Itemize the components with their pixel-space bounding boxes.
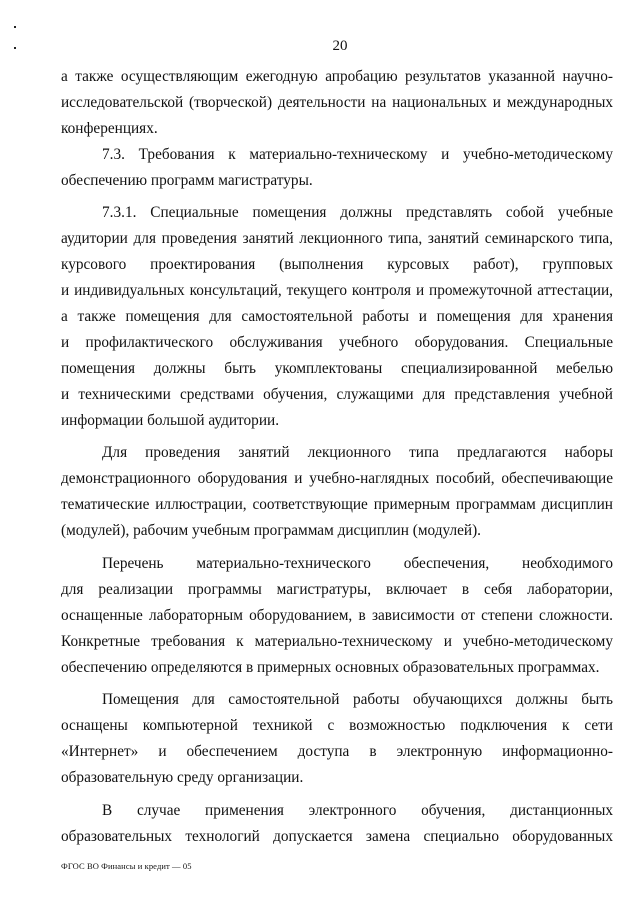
text-line: 7.3.1. Специальные помещения должны представлять собой учебные [102, 204, 613, 222]
paragraph-7-3-1 [61, 200, 613, 433]
text-line: обеспечению определяются в примерных основных образовательных программах. [61, 658, 600, 676]
text-line: и профилактического обслуживания учебного оборудования. Специальные [61, 333, 613, 351]
text-line: и техническими средствами обучения, служащими для представления учебной [61, 385, 613, 403]
text-line: информации большой аудитории. [61, 411, 280, 429]
text-line: конференциях. [61, 119, 158, 137]
paragraph-rooms [61, 687, 613, 791]
paragraph-lecture [61, 440, 613, 544]
scan-mark [14, 26, 16, 28]
text-line: Конкретные требования к материально-техническому и учебно-методическому [61, 632, 613, 650]
text-line: тематические иллюстрации, соответствующие примерным программам дисциплин [61, 496, 613, 514]
text-line: (модулей), рабочим учебным программам дисциплин (модулей). [61, 522, 481, 540]
paragraph-gap [61, 544, 613, 551]
text-line: Помещения для самостоятельной работы обучающихся должны быть [102, 691, 613, 709]
paragraph-elearning [61, 798, 613, 850]
paragraph-gap [61, 791, 613, 798]
paragraph-gap [61, 433, 613, 440]
paragraph-cont [61, 64, 613, 142]
text-line: и индивидуальных консультаций, текущего контроля и промежуточной аттестации, [61, 282, 613, 300]
page-number: 20 [332, 38, 348, 54]
page-footer: ФГОС ВО Финансы и кредит — 05 [61, 861, 192, 871]
text-line: для реализации программы магистратуры, включает в себя лаборатории, [61, 580, 613, 598]
text-line: курсового проектирования (выполнения курсовых работ), групповых [61, 256, 613, 274]
text-line: а также помещения для самостоятельной работы и помещения для хранения [61, 308, 613, 326]
text-line: исследовательской (творческой) деятельности на национальных и международных [61, 93, 613, 111]
text-line: образовательную среду организации. [61, 769, 304, 787]
paragraph-gap [61, 193, 613, 200]
text-line: Перечень материально-технического обеспечения, необходимого [102, 555, 613, 573]
text-line: образовательных технологий допускается замена специально оборудованных [61, 827, 613, 845]
text-line: демонстрационного оборудования и учебно-наглядных пособий, обеспечивающие [61, 470, 613, 488]
text-line: «Интернет» и обеспечением доступа в электронную информационно- [61, 743, 613, 761]
text-line: В случае применения электронного обучения, дистанционных [102, 802, 613, 820]
text-line: аудитории для проведения занятий лекционного типа, занятий семинарского типа, [61, 230, 613, 248]
text-line: обеспечению программ магистратуры. [61, 171, 313, 189]
paragraph-7-3 [61, 142, 613, 194]
paragraph-gap [61, 680, 613, 687]
text-line: 7.3. Требования к материально-техническому и учебно-методическому [102, 145, 613, 163]
text-line: Для проведения занятий лекционного типа предлагаются наборы [102, 444, 613, 462]
text-line: помещения должны быть укомплектованы специализированной мебелью [61, 359, 613, 377]
text-line: оснащенные лабораторным оборудованием, в зависимости от степени сложности. [61, 606, 613, 624]
paragraph-list [61, 551, 613, 680]
text-line: а также осуществляющим ежегодную апробацию результатов указанной научно- [61, 68, 613, 85]
text-line: оснащены компьютерной техникой с возможностью подключения к сети [61, 717, 613, 735]
body-text [61, 64, 613, 850]
